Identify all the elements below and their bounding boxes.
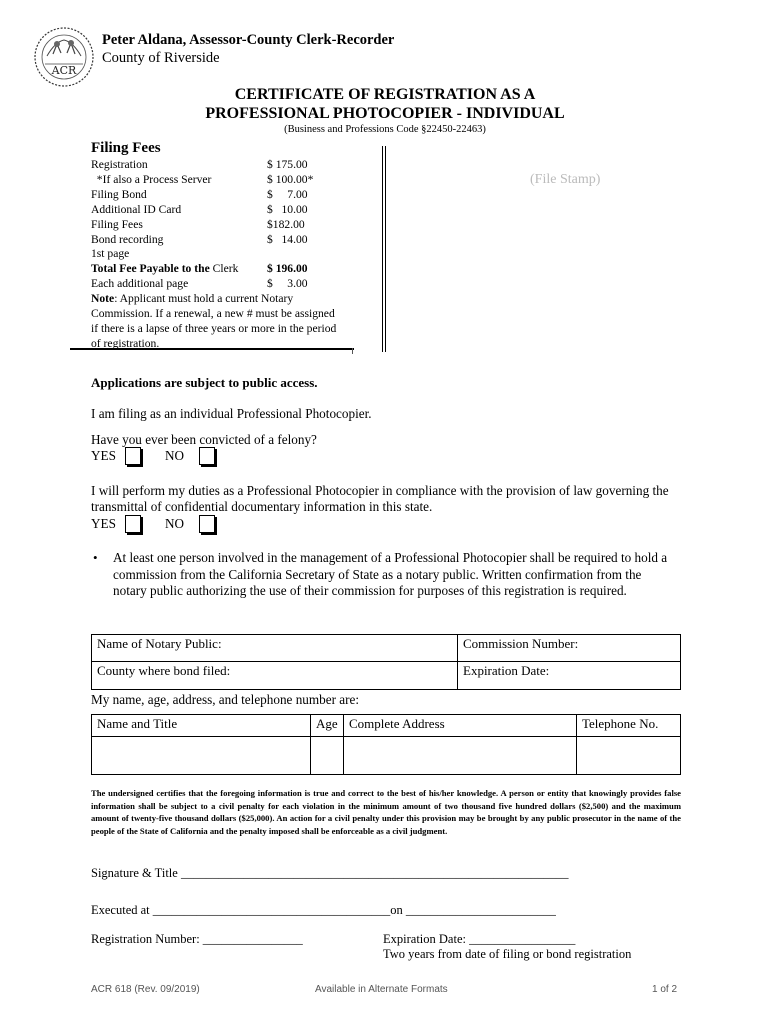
- fees-bottom-rule: [70, 348, 354, 350]
- notary-name-field[interactable]: Name of Notary Public:: [92, 635, 458, 662]
- fee-row: [91, 247, 353, 262]
- fee-row: [91, 233, 353, 248]
- felony-yes-label: YES: [91, 448, 116, 463]
- note-text: : Applicant must hold a current Notary Commission. If a renewal, a new # must be assigned if there is a lapse of three years or more in the period of registration.: [91, 292, 337, 350]
- fee-amount: $ 14.00: [267, 232, 308, 246]
- form-title-line1: CERTIFICATE OF REGISTRATION AS A: [234, 86, 536, 103]
- fee-label: Filing Fees: [91, 217, 143, 231]
- duties-yes-label: YES: [91, 516, 116, 531]
- address-input[interactable]: [344, 737, 577, 775]
- bullet-icon: •: [93, 550, 98, 565]
- note-label: Note: [91, 292, 115, 306]
- applicant-table: [91, 714, 681, 775]
- county-name: County of Riverside: [102, 50, 220, 66]
- notary-table: [91, 634, 681, 690]
- fee-row: [91, 158, 353, 173]
- filing-fees-list: [91, 158, 353, 352]
- public-access-notice: Applications are subject to public access.: [91, 375, 318, 390]
- fee-total-row: [91, 262, 353, 277]
- felony-no-label: NO: [165, 448, 185, 463]
- fee-row: [91, 173, 353, 188]
- fee-amount: $ 3.00: [267, 277, 308, 291]
- notary-requirement: At least one person involved in the management of a Professional Photocopier shall be required to hold a commission from the California Secretary of State as a notary public. Written confirmation from the notary public authorizing the use of their commission for purposes of this registration is required.: [113, 550, 668, 598]
- fee-label: Filing Bond: [91, 187, 147, 201]
- expiration-date-line[interactable]: Expiration Date: _________________: [383, 932, 576, 946]
- duties-yes-checkbox[interactable]: [125, 515, 141, 533]
- fee-row: [91, 203, 353, 218]
- fee-note: [91, 292, 341, 352]
- page-number: 1 of 2: [652, 984, 678, 995]
- fee-amount: $ 10.00: [267, 202, 308, 216]
- fee-amount: $ 175.00: [267, 158, 308, 171]
- expiration-note: Two years from date of filing or bond registration: [383, 947, 632, 961]
- felony-no-checkbox[interactable]: [199, 447, 215, 465]
- signature-title-line[interactable]: Signature & Title ______________________________________________________________: [91, 866, 569, 880]
- fee-row: [91, 188, 353, 203]
- form-id: ACR 618 (Rev. 09/2019): [91, 984, 200, 995]
- col-age: Age: [311, 715, 344, 737]
- svg-text:ACR: ACR: [51, 64, 77, 77]
- certification-text: The undersigned certifies that the foregoing information is true and correct to the best of his/her knowledge. A person or entity that knowingly provides false information shall be subject to a civil penalty for each violation in the minimum amount of two thousand five hundred dollars ($2,500) and the maximum amount of twenty-five thousand dollars ($25,000). An action for a civil penalty under this provision may be brought by any public prosecutor in the name of the people of the State of California and the penalty imposed shall be enforceable as a civil judgment.: [91, 788, 681, 836]
- fee-total-amount: $ 196.00: [267, 262, 308, 276]
- duties-no-label: NO: [165, 516, 185, 531]
- fee-total-label-rest: Clerk: [209, 262, 239, 276]
- rule-tick: [352, 348, 353, 354]
- commission-number-field[interactable]: Commission Number:: [458, 635, 681, 662]
- felony-yes-checkbox[interactable]: [125, 447, 141, 465]
- form-title-line2: PROFESSIONAL PHOTOCOPIER - INDIVIDUAL: [205, 105, 565, 122]
- fee-row: [91, 218, 353, 233]
- fee-label: 1st page: [91, 247, 130, 261]
- name-title-input[interactable]: [92, 737, 311, 775]
- file-stamp-area: (File Stamp): [530, 172, 601, 187]
- fee-label: Each additional page: [91, 277, 189, 291]
- applicant-info-intro: My name, age, address, and telephone number are:: [91, 692, 360, 707]
- filing-statement: I am filing as an individual Professional Photocopier.: [91, 406, 372, 421]
- filing-fees-heading: Filing Fees: [91, 140, 161, 156]
- duties-statement: I will perform my duties as a Professional Photocopier in compliance with the provision of law governing the transmittal of confidential documentary information in this state.: [91, 483, 669, 514]
- fee-total-label-bold: Total Fee Payable to the: [91, 262, 210, 276]
- col-name-title: Name and Title: [92, 715, 311, 737]
- executed-at-line[interactable]: Executed at ______________________________________on ________________________: [91, 903, 556, 917]
- fee-label: Additional ID Card: [91, 202, 182, 216]
- duties-no-checkbox[interactable]: [199, 515, 215, 533]
- form-subtitle: (Business and Professions Code §22450-22463): [284, 124, 486, 135]
- fee-label: *If also a Process Server: [91, 172, 212, 186]
- county-seal-logo: [33, 26, 95, 88]
- section-divider: [382, 146, 386, 352]
- felony-question: Have you ever been convicted of a felony?: [91, 432, 317, 447]
- fee-label: Bond recording: [91, 232, 164, 246]
- office-name: Peter Aldana, Assessor-County Clerk-Recorder: [102, 32, 395, 48]
- fee-amount: $ 100.00*: [267, 172, 314, 186]
- bond-county-field[interactable]: County where bond filed:: [92, 662, 458, 690]
- fee-amount: $ 7.00: [267, 187, 308, 201]
- fee-row: [91, 277, 353, 292]
- col-phone: Telephone No.: [577, 715, 681, 737]
- fee-total-label: [91, 262, 267, 277]
- fee-label: Registration: [91, 158, 148, 171]
- registration-number-line[interactable]: Registration Number: ________________: [91, 932, 303, 946]
- fee-amount: $182.00: [267, 217, 305, 231]
- col-address: Complete Address: [344, 715, 577, 737]
- expiration-date-field[interactable]: Expiration Date:: [458, 662, 681, 690]
- alternate-formats: Available in Alternate Formats: [315, 984, 448, 995]
- phone-input[interactable]: [577, 737, 681, 775]
- age-input[interactable]: [311, 737, 344, 775]
